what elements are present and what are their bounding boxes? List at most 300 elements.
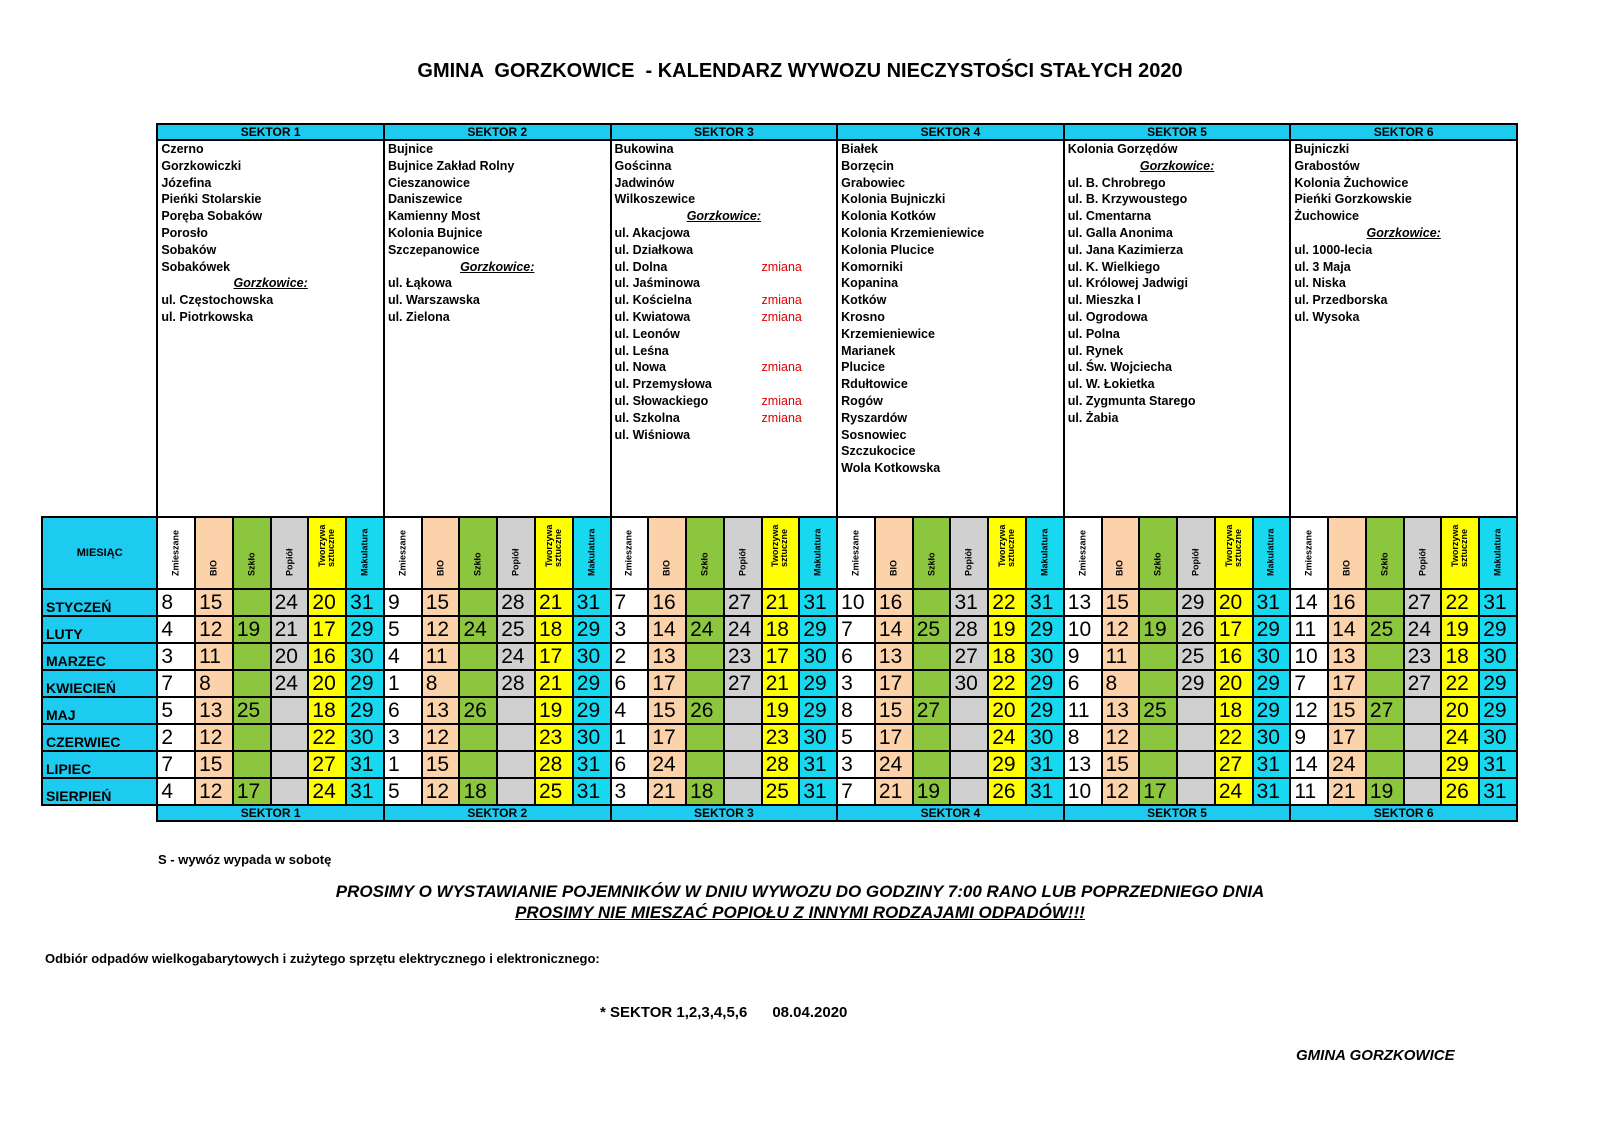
month-row	[42, 670, 1517, 697]
month-row	[42, 751, 1517, 778]
month-name: CZERWIEC	[42, 724, 157, 751]
place-name	[1065, 275, 1290, 292]
day-cell-sector-5-popiol: 29	[1177, 589, 1215, 616]
day-cell-sector-1-makulatura: 31	[346, 778, 384, 805]
place-name	[838, 376, 1063, 393]
day-cell-sector-2-bio: 12	[422, 724, 460, 751]
day-cell-sector-2-tworzywa: 23	[535, 724, 573, 751]
day-cell-sector-1-makulatura: 31	[346, 751, 384, 778]
day-cell-sector-4-szklo	[913, 670, 951, 697]
place-name	[1065, 208, 1290, 225]
change-note: zmiana	[761, 259, 802, 274]
day-cell-sector-1-zmieszane: 4	[157, 616, 195, 643]
place-name	[385, 208, 610, 225]
day-cell-sector-2-tworzywa: 21	[535, 670, 573, 697]
plea-line-2: PROSIMY NIE MIESZAĆ POPIOŁU Z INNYMI RODZAJAMI ODPADÓW!!!	[515, 903, 1085, 922]
day-cell-sector-2-makulatura: 31	[573, 589, 611, 616]
waste-type-header-bio	[1328, 517, 1366, 589]
place-name	[838, 259, 1063, 276]
day-cell-sector-6-szklo	[1366, 643, 1404, 670]
place-label: Szczukocice	[841, 444, 916, 459]
place-label: Czerno	[161, 142, 204, 156]
place-label: Pieńki Gorzkowskie	[1294, 192, 1412, 207]
place-label: Kopanina	[841, 276, 899, 291]
day-cell-sector-1-szklo: 17	[233, 778, 271, 805]
day-cell-sector-5-popiol	[1177, 778, 1215, 805]
place-name	[612, 393, 837, 410]
day-cell-sector-2-popiol	[497, 751, 535, 778]
day-cell-sector-2-makulatura: 29	[573, 616, 611, 643]
place-name	[1065, 376, 1290, 393]
day-cell-sector-1-popiol: 21	[271, 616, 309, 643]
sector-header-5-top: SEKTOR 5	[1064, 124, 1291, 140]
day-cell-sector-4-popiol	[950, 751, 988, 778]
sector-header-5-bottom: SEKTOR 5	[1064, 805, 1291, 821]
day-cell-sector-5-szklo	[1139, 643, 1177, 670]
day-cell-sector-1-zmieszane: 4	[157, 778, 195, 805]
day-cell-sector-6-makulatura: 29	[1479, 697, 1517, 724]
sector-header-2-top: SEKTOR 2	[384, 124, 611, 140]
day-cell-sector-3-zmieszane: 1	[611, 724, 649, 751]
place-name	[1065, 359, 1290, 376]
sector-header-1-bottom: SEKTOR 1	[157, 805, 384, 821]
day-cell-sector-5-makulatura: 29	[1253, 670, 1291, 697]
day-cell-sector-6-zmieszane: 11	[1290, 778, 1328, 805]
place-label: Kotków	[841, 293, 887, 308]
waste-type-label: BIO	[208, 559, 219, 576]
place-label: Kolonia Bujnice	[387, 225, 483, 240]
place-label: Sobaków	[161, 242, 217, 257]
day-cell-sector-2-tworzywa: 17	[535, 643, 573, 670]
day-cell-sector-6-bio: 24	[1328, 751, 1366, 778]
place-label: Bujnice Zakład Rolny	[387, 158, 515, 173]
day-cell-sector-4-tworzywa: 22	[988, 589, 1026, 616]
day-cell-sector-6-zmieszane: 14	[1290, 589, 1328, 616]
day-cell-sector-4-makulatura: 29	[1026, 670, 1064, 697]
day-cell-sector-3-bio: 17	[648, 670, 686, 697]
month-column-header: MIESIĄC	[42, 517, 157, 589]
day-cell-sector-3-szklo	[686, 643, 724, 670]
day-cell-sector-5-makulatura: 31	[1253, 751, 1291, 778]
waste-type-header-makulatura	[1479, 517, 1517, 589]
day-cell-sector-5-bio: 13	[1102, 697, 1140, 724]
day-cell-sector-5-bio: 15	[1102, 751, 1140, 778]
waste-type-label: Tworzywa sztuczne	[317, 524, 337, 567]
waste-type-header-zmieszane	[837, 517, 875, 589]
day-cell-sector-5-zmieszane: 11	[1064, 697, 1102, 724]
day-cell-sector-5-makulatura: 31	[1253, 778, 1291, 805]
day-cell-sector-2-popiol	[497, 724, 535, 751]
day-cell-sector-3-bio: 14	[648, 616, 686, 643]
day-cell-sector-6-szklo: 25	[1366, 616, 1404, 643]
place-label: ul. Dolna	[614, 259, 668, 274]
town-subheading	[158, 275, 383, 292]
waste-type-header-zmieszane	[157, 517, 195, 589]
day-cell-sector-6-bio: 17	[1328, 724, 1366, 751]
day-cell-sector-4-zmieszane: 7	[837, 778, 875, 805]
day-cell-sector-1-tworzywa: 20	[308, 589, 346, 616]
blank-corner	[42, 140, 157, 517]
waste-type-label: Szkło	[472, 552, 483, 576]
place-label: ul. Szkolna	[614, 410, 680, 425]
day-cell-sector-5-tworzywa: 20	[1215, 670, 1253, 697]
day-cell-sector-3-bio: 17	[648, 724, 686, 751]
day-cell-sector-3-makulatura: 31	[799, 778, 837, 805]
day-cell-sector-1-tworzywa: 20	[308, 670, 346, 697]
place-label: ul. Akacjowa	[614, 225, 690, 240]
day-cell-sector-1-bio: 12	[195, 724, 233, 751]
town-subheading	[1065, 158, 1290, 175]
waste-type-label: Makulatura	[812, 528, 823, 576]
day-cell-sector-1-makulatura: 29	[346, 616, 384, 643]
day-cell-sector-6-popiol: 23	[1404, 643, 1442, 670]
place-label: Wola Kotkowska	[841, 461, 941, 476]
place-name	[838, 359, 1063, 376]
town-subheading	[612, 208, 837, 225]
place-label: Gorzkowice:	[686, 209, 762, 224]
day-cell-sector-6-makulatura: 30	[1479, 724, 1517, 751]
day-cell-sector-4-bio: 21	[875, 778, 913, 805]
day-cell-sector-3-tworzywa: 21	[762, 670, 800, 697]
place-label: ul. Przemysłowa	[614, 377, 712, 392]
waste-type-header-szklo	[686, 517, 724, 589]
bulky-date: 08.04.2020	[772, 1004, 848, 1021]
waste-type-header-tworzywa	[308, 517, 346, 589]
place-label: ul. Kwiatowa	[614, 309, 691, 324]
place-label: Kolonia Plucice	[841, 242, 935, 257]
place-name	[838, 343, 1063, 360]
place-name	[158, 175, 383, 192]
sector-4-places	[837, 140, 1064, 517]
day-cell-sector-2-tworzywa: 18	[535, 616, 573, 643]
day-cell-sector-4-szklo: 19	[913, 778, 951, 805]
waste-type-header-makulatura	[799, 517, 837, 589]
day-cell-sector-6-bio: 14	[1328, 616, 1366, 643]
place-name	[612, 427, 837, 444]
day-cell-sector-1-szklo	[233, 724, 271, 751]
day-cell-sector-4-popiol	[950, 697, 988, 724]
place-label: ul. Galla Anonima	[1067, 225, 1173, 240]
place-label: Sosnowiec	[841, 427, 907, 442]
place-label: ul. Św. Wojciecha	[1067, 360, 1172, 375]
saturday-footnote: S - wywóz wypada w sobotę	[158, 852, 332, 867]
place-name	[158, 208, 383, 225]
day-cell-sector-5-bio: 11	[1102, 643, 1140, 670]
day-cell-sector-5-tworzywa: 20	[1215, 589, 1253, 616]
place-label: ul. Częstochowska	[161, 293, 274, 308]
day-cell-sector-6-popiol	[1404, 697, 1442, 724]
place-label: Sobakówek	[161, 259, 231, 274]
collection-calendar-table	[41, 123, 1518, 822]
day-cell-sector-2-bio: 13	[422, 697, 460, 724]
place-label: ul. Kościelna	[614, 293, 692, 308]
day-cell-sector-3-tworzywa: 21	[762, 589, 800, 616]
day-cell-sector-2-makulatura: 30	[573, 643, 611, 670]
day-cell-sector-6-zmieszane: 9	[1290, 724, 1328, 751]
place-name	[1291, 292, 1516, 309]
day-cell-sector-1-szklo: 19	[233, 616, 271, 643]
day-cell-sector-5-szklo	[1139, 751, 1177, 778]
waste-type-label: Szkło	[699, 552, 710, 576]
day-cell-sector-3-makulatura: 29	[799, 670, 837, 697]
place-name	[838, 427, 1063, 444]
place-label: Plucice	[841, 360, 885, 375]
waste-type-label: Szkło	[1152, 552, 1163, 576]
day-cell-sector-2-zmieszane: 5	[384, 616, 422, 643]
day-cell-sector-1-popiol: 20	[271, 643, 309, 670]
day-cell-sector-5-popiol	[1177, 697, 1215, 724]
place-name	[1291, 191, 1516, 208]
change-note: zmiana	[761, 293, 802, 308]
day-cell-sector-4-tworzywa: 20	[988, 697, 1026, 724]
day-cell-sector-4-popiol: 30	[950, 670, 988, 697]
day-cell-sector-4-szklo	[913, 751, 951, 778]
month-row	[42, 643, 1517, 670]
day-cell-sector-1-tworzywa: 16	[308, 643, 346, 670]
place-name	[385, 158, 610, 175]
day-cell-sector-1-szklo	[233, 643, 271, 670]
day-cell-sector-2-zmieszane: 4	[384, 643, 422, 670]
place-label: Gorzkowice:	[1366, 225, 1441, 240]
place-label: ul. Wiśniowa	[614, 427, 691, 442]
day-cell-sector-6-tworzywa: 26	[1441, 778, 1479, 805]
day-cell-sector-2-popiol: 24	[497, 643, 535, 670]
day-cell-sector-4-popiol: 28	[950, 616, 988, 643]
place-label: Borzęcin	[841, 158, 894, 173]
place-name	[612, 359, 837, 376]
day-cell-sector-6-popiol	[1404, 778, 1442, 805]
waste-type-header-zmieszane	[611, 517, 649, 589]
waste-type-label: Tworzywa sztuczne	[1450, 524, 1470, 567]
month-name: LUTY	[42, 616, 157, 643]
day-cell-sector-4-bio: 14	[875, 616, 913, 643]
day-cell-sector-6-szklo	[1366, 751, 1404, 778]
place-label: ul. Zygmunta Starego	[1067, 393, 1196, 408]
day-cell-sector-1-bio: 12	[195, 616, 233, 643]
sector-5-places	[1064, 140, 1291, 517]
day-cell-sector-6-tworzywa: 29	[1441, 751, 1479, 778]
day-cell-sector-3-szklo: 24	[686, 616, 724, 643]
waste-type-label: BIO	[661, 559, 672, 576]
place-label: ul. Piotrkowska	[161, 309, 254, 324]
waste-type-label: Popiół	[284, 548, 294, 576]
day-cell-sector-6-szklo: 27	[1366, 697, 1404, 724]
place-name	[385, 309, 610, 326]
day-cell-sector-5-popiol: 25	[1177, 643, 1215, 670]
place-label: ul. Ogrodowa	[1067, 309, 1148, 324]
waste-type-label: BIO	[435, 559, 446, 576]
day-cell-sector-4-popiol: 27	[950, 643, 988, 670]
day-cell-sector-1-bio: 13	[195, 697, 233, 724]
place-label: ul. Polna	[1067, 326, 1120, 341]
sector-header-6-top: SEKTOR 6	[1290, 124, 1517, 140]
place-label: ul. Rynek	[1067, 343, 1124, 358]
day-cell-sector-6-makulatura: 31	[1479, 589, 1517, 616]
place-label: ul. Zielona	[387, 309, 450, 324]
waste-type-header-tworzywa	[988, 517, 1026, 589]
day-cell-sector-6-szklo	[1366, 670, 1404, 697]
place-name	[1065, 326, 1290, 343]
day-cell-sector-2-bio: 12	[422, 616, 460, 643]
place-label: ul. B. Chrobrego	[1067, 175, 1166, 190]
day-cell-sector-2-makulatura: 31	[573, 751, 611, 778]
day-cell-sector-4-szklo: 27	[913, 697, 951, 724]
day-cell-sector-4-szklo: 25	[913, 616, 951, 643]
place-name	[1291, 275, 1516, 292]
day-cell-sector-3-zmieszane: 3	[611, 778, 649, 805]
place-label: ul. Niska	[1294, 276, 1346, 291]
waste-type-header-popiol	[271, 517, 309, 589]
place-label: Marianek	[841, 343, 896, 358]
day-cell-sector-2-popiol	[497, 778, 535, 805]
day-cell-sector-4-bio: 13	[875, 643, 913, 670]
day-cell-sector-1-zmieszane: 7	[157, 751, 195, 778]
day-cell-sector-5-zmieszane: 6	[1064, 670, 1102, 697]
sector-header-2-bottom: SEKTOR 2	[384, 805, 611, 821]
month-name: LIPIEC	[42, 751, 157, 778]
waste-type-label: Zmieszane	[1303, 529, 1314, 576]
day-cell-sector-2-makulatura: 29	[573, 670, 611, 697]
day-cell-sector-1-bio: 15	[195, 751, 233, 778]
day-cell-sector-4-tworzywa: 29	[988, 751, 1026, 778]
day-cell-sector-3-zmieszane: 3	[611, 616, 649, 643]
day-cell-sector-6-bio: 21	[1328, 778, 1366, 805]
place-name	[158, 242, 383, 259]
day-cell-sector-2-tworzywa: 28	[535, 751, 573, 778]
day-cell-sector-5-popiol	[1177, 724, 1215, 751]
waste-type-label: Popiół	[510, 548, 521, 576]
place-label: Daniszewice	[387, 192, 463, 207]
place-label: Rogów	[841, 393, 883, 408]
day-cell-sector-6-szklo	[1366, 589, 1404, 616]
day-cell-sector-3-zmieszane: 4	[611, 697, 649, 724]
day-cell-sector-4-zmieszane: 7	[837, 616, 875, 643]
day-cell-sector-1-popiol	[271, 751, 309, 778]
place-label: Porosło	[161, 225, 208, 240]
waste-type-label: Zmieszane	[623, 529, 634, 576]
day-cell-sector-1-zmieszane: 3	[157, 643, 195, 670]
place-label: ul. K. Wielkiego	[1067, 259, 1161, 274]
day-cell-sector-6-makulatura: 29	[1479, 616, 1517, 643]
change-note: zmiana	[761, 393, 802, 408]
waste-type-header-szklo	[459, 517, 497, 589]
place-label: ul. Jaśminowa	[614, 276, 700, 291]
day-cell-sector-3-makulatura: 29	[799, 616, 837, 643]
place-name	[612, 141, 837, 158]
place-label: ul. Leonów	[614, 326, 680, 341]
day-cell-sector-2-szklo	[459, 724, 497, 751]
place-name	[612, 309, 837, 326]
place-name	[1065, 175, 1290, 192]
day-cell-sector-2-szklo	[459, 751, 497, 778]
day-cell-sector-2-szklo	[459, 643, 497, 670]
place-label: Rdułtowice	[841, 377, 908, 392]
day-cell-sector-3-zmieszane: 6	[611, 751, 649, 778]
day-cell-sector-6-zmieszane: 10	[1290, 643, 1328, 670]
place-label: ul. Królowej Jadwigi	[1067, 276, 1188, 291]
month-name: KWIECIEŃ	[42, 670, 157, 697]
day-cell-sector-1-zmieszane: 2	[157, 724, 195, 751]
waste-type-header-bio	[195, 517, 233, 589]
place-label: Poręba Sobaków	[161, 209, 263, 224]
day-cell-sector-6-szklo	[1366, 724, 1404, 751]
day-cell-sector-5-tworzywa: 27	[1215, 751, 1253, 778]
waste-type-label: Szkło	[246, 552, 257, 576]
place-label: Kolonia Kotków	[841, 209, 936, 224]
place-name	[1065, 191, 1290, 208]
day-cell-sector-4-tworzywa: 18	[988, 643, 1026, 670]
waste-type-label: Makulatura	[586, 528, 597, 576]
day-cell-sector-2-bio: 15	[422, 589, 460, 616]
day-cell-sector-2-zmieszane: 9	[384, 589, 422, 616]
day-cell-sector-1-popiol	[271, 778, 309, 805]
waste-type-header-zmieszane	[1064, 517, 1102, 589]
day-cell-sector-6-bio: 15	[1328, 697, 1366, 724]
place-label: ul. Łąkowa	[387, 276, 452, 291]
waste-type-header-popiol	[1177, 517, 1215, 589]
place-name	[385, 292, 610, 309]
day-cell-sector-5-szklo: 17	[1139, 778, 1177, 805]
place-label: Bujniczki	[1294, 142, 1350, 156]
waste-type-label: Zmieszane	[850, 529, 861, 576]
place-label: ul. Słowackiego	[614, 393, 709, 408]
place-name	[838, 275, 1063, 292]
place-label: ul. Leśna	[614, 343, 669, 358]
place-label: Kolonia Krzemieniewice	[841, 225, 985, 240]
place-name	[385, 175, 610, 192]
waste-type-label: BIO	[888, 559, 899, 576]
day-cell-sector-4-tworzywa: 26	[988, 778, 1026, 805]
place-name	[158, 292, 383, 309]
place-label: Gorzkowice:	[233, 276, 308, 291]
day-cell-sector-4-makulatura: 30	[1026, 643, 1064, 670]
day-cell-sector-2-zmieszane: 6	[384, 697, 422, 724]
sector-header-1-top: SEKTOR 1	[157, 124, 384, 140]
place-name	[838, 393, 1063, 410]
place-label: Józefina	[161, 175, 212, 190]
day-cell-sector-1-bio: 12	[195, 778, 233, 805]
day-cell-sector-6-tworzywa: 19	[1441, 616, 1479, 643]
place-label: ul. Warszawska	[387, 293, 480, 308]
page-title: GMINA GORZKOWICE - KALENDARZ WYWOZU NIECZYSTOŚCI STAŁYCH 2020	[417, 60, 1183, 82]
day-cell-sector-3-popiol	[724, 724, 762, 751]
day-cell-sector-3-tworzywa: 17	[762, 643, 800, 670]
place-name	[1065, 242, 1290, 259]
change-note: zmiana	[761, 309, 802, 324]
waste-type-header-bio	[648, 517, 686, 589]
day-cell-sector-3-popiol: 23	[724, 643, 762, 670]
day-cell-sector-2-popiol: 28	[497, 589, 535, 616]
day-cell-sector-4-popiol: 31	[950, 589, 988, 616]
day-cell-sector-6-popiol: 24	[1404, 616, 1442, 643]
place-name	[612, 343, 837, 360]
day-cell-sector-3-szklo	[686, 724, 724, 751]
place-label: Gorzkowice:	[1139, 158, 1215, 173]
day-cell-sector-3-makulatura: 31	[799, 751, 837, 778]
day-cell-sector-3-tworzywa: 28	[762, 751, 800, 778]
day-cell-sector-3-popiol: 24	[724, 616, 762, 643]
day-cell-sector-2-tworzywa: 21	[535, 589, 573, 616]
place-name	[1291, 175, 1516, 192]
place-label: ul. Jana Kazimierza	[1067, 242, 1184, 257]
day-cell-sector-1-popiol	[271, 724, 309, 751]
month-name: MAJ	[42, 697, 157, 724]
place-name	[385, 141, 610, 158]
day-cell-sector-5-zmieszane: 13	[1064, 589, 1102, 616]
month-name: SIERPIEŃ	[42, 778, 157, 805]
day-cell-sector-2-popiol	[497, 697, 535, 724]
place-label: ul. Przedborska	[1294, 293, 1388, 308]
